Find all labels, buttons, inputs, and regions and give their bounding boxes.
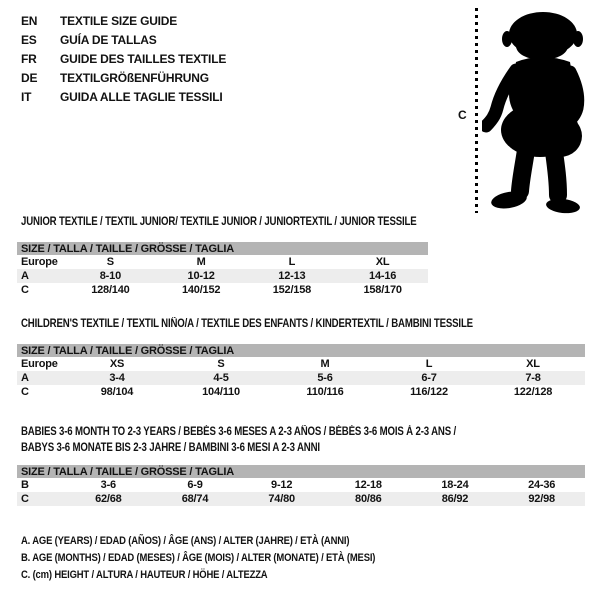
size-header-bar: SIZE / TALLA / TAILLE / GRÖSSE / TAGLIA — [17, 242, 428, 255]
size-cell: 12-13 — [278, 270, 306, 282]
baby-figure-area — [452, 8, 600, 216]
language-code: IT — [21, 90, 32, 104]
table-row — [17, 269, 428, 283]
language-row — [21, 31, 226, 50]
childrens-size-table — [17, 344, 585, 399]
row-label: C — [21, 284, 29, 296]
size-cell: 152/158 — [272, 284, 312, 296]
language-code: ES — [21, 33, 37, 47]
size-cell: 74/80 — [268, 493, 295, 505]
row-label: B — [21, 479, 29, 491]
language-title: TEXTILGRÖßENFÜHRUNG — [60, 71, 209, 85]
language-title: GUÍA DE TALLAS — [60, 33, 157, 47]
size-cell: 18-24 — [441, 479, 469, 491]
size-cell: 158/170 — [363, 284, 402, 296]
size-cell: 92/98 — [528, 493, 555, 505]
table-row — [17, 255, 428, 269]
size-cell: 68/74 — [181, 493, 209, 505]
row-label: Europe — [21, 358, 58, 370]
size-cell: L — [425, 358, 433, 370]
size-cell: 140/152 — [181, 284, 221, 296]
size-cell: 116/122 — [410, 386, 448, 398]
height-measure-line — [475, 8, 478, 213]
row-label: A — [21, 372, 29, 384]
size-cell: 104/110 — [202, 386, 240, 398]
size-cell: 122/128 — [513, 386, 553, 398]
language-title-block — [21, 12, 226, 107]
size-cell: 3-6 — [100, 479, 116, 491]
size-cell: 110/116 — [306, 386, 344, 398]
babies-section-title — [21, 424, 585, 456]
table-row — [17, 357, 585, 371]
size-cell: 80/86 — [355, 493, 382, 505]
section-title-line: CHILDREN'S TEXTILE / TEXTIL NIÑO/A / TEXTILE DES ENFANTS / KINDERTEXTIL / BAMBINI TESSILE — [21, 318, 473, 330]
size-cell: 86/92 — [441, 493, 469, 505]
footnote-age-years: A. AGE (YEARS) / EDAD (AÑOS) / ÂGE (ANS) / ALTER (JAHRE) / ETÀ (ANNI) — [21, 535, 350, 547]
footnotes-block — [21, 533, 433, 584]
height-measure-label: C — [458, 108, 467, 122]
section-title-line: JUNIOR TEXTILE / TEXTIL JUNIOR/ TEXTILE JUNIOR / JUNIORTEXTIL / JUNIOR TESSILE — [21, 216, 417, 228]
baby-silhouette-image — [482, 8, 598, 216]
size-cell: 6-7 — [421, 372, 437, 384]
size-cell: XL — [375, 256, 390, 268]
size-cell: 14-16 — [369, 270, 397, 282]
language-row — [21, 69, 226, 88]
babies-size-table — [17, 465, 585, 506]
language-title: TEXTILE SIZE GUIDE — [60, 14, 178, 28]
childrens-textile-section — [17, 317, 585, 399]
size-cell: 4-5 — [213, 372, 229, 384]
language-title: GUIDE DES TAILLES TEXTILE — [60, 52, 227, 66]
table-row — [17, 478, 585, 492]
size-cell: 7-8 — [525, 372, 541, 384]
language-row — [21, 88, 226, 107]
row-label: C — [21, 493, 29, 505]
language-code: DE — [21, 71, 38, 85]
row-label: A — [21, 270, 29, 282]
size-cell: 3-4 — [109, 372, 125, 384]
size-cell: 98/104 — [100, 386, 134, 398]
size-header-bar: SIZE / TALLA / TAILLE / GRÖSSE / TAGLIA — [17, 344, 585, 357]
size-cell: S — [217, 358, 225, 370]
table-row — [17, 283, 428, 297]
junior-section-title — [21, 215, 428, 229]
childrens-section-title — [21, 317, 585, 331]
language-code: EN — [21, 14, 38, 28]
size-cell: 5-6 — [317, 372, 333, 384]
language-code: FR — [21, 52, 37, 66]
footnote-age-months: B. AGE (MONTHS) / EDAD (MESES) / ÂGE (MOIS) / ALTER (MONATE) / ETÀ (MESI) — [21, 552, 376, 564]
size-cell: L — [288, 256, 296, 268]
size-cell: 12-18 — [354, 479, 382, 491]
size-cell: 10-12 — [187, 270, 215, 282]
language-row — [21, 50, 226, 69]
size-cell: M — [196, 256, 206, 268]
row-label: Europe — [21, 256, 58, 268]
junior-textile-section — [17, 215, 428, 297]
section-title-line: BABIES 3-6 MONTH TO 2-3 YEARS / BEBÉS 3-6 MESES A 2-3 AÑOS / BÉBÉS 3-6 MOIS À 2-3 ANS / — [21, 426, 457, 438]
junior-size-table — [17, 242, 428, 297]
size-cell: 24-36 — [528, 479, 556, 491]
size-cell: XL — [526, 358, 540, 370]
section-title-line: BABYS 3-6 MONATE BIS 2-3 JAHRE / BAMBINI 3-6 MESI A 2-3 ANNI — [21, 442, 320, 454]
size-header-bar: SIZE / TALLA / TAILLE / GRÖSSE / TAGLIA — [17, 465, 585, 478]
size-cell: M — [320, 358, 330, 370]
size-cell: S — [106, 256, 114, 268]
size-cell: 6-9 — [187, 479, 203, 491]
language-row — [21, 12, 226, 31]
table-row — [17, 385, 585, 399]
size-cell: 128/140 — [91, 284, 130, 296]
size-cell: 8-10 — [99, 270, 121, 282]
table-row — [17, 371, 585, 385]
size-cell: 62/68 — [95, 493, 122, 505]
row-label: C — [21, 386, 29, 398]
table-row — [17, 492, 585, 506]
babies-textile-section — [17, 424, 585, 506]
footnote-height-cm: C. (cm) HEIGHT / ALTURA / HAUTEUR / HÖHE / ALTEZZA — [21, 569, 268, 581]
size-cell: XS — [109, 358, 125, 370]
language-title: GUIDA ALLE TAGLIE TESSILI — [60, 90, 223, 104]
size-cell: 9-12 — [271, 479, 293, 491]
